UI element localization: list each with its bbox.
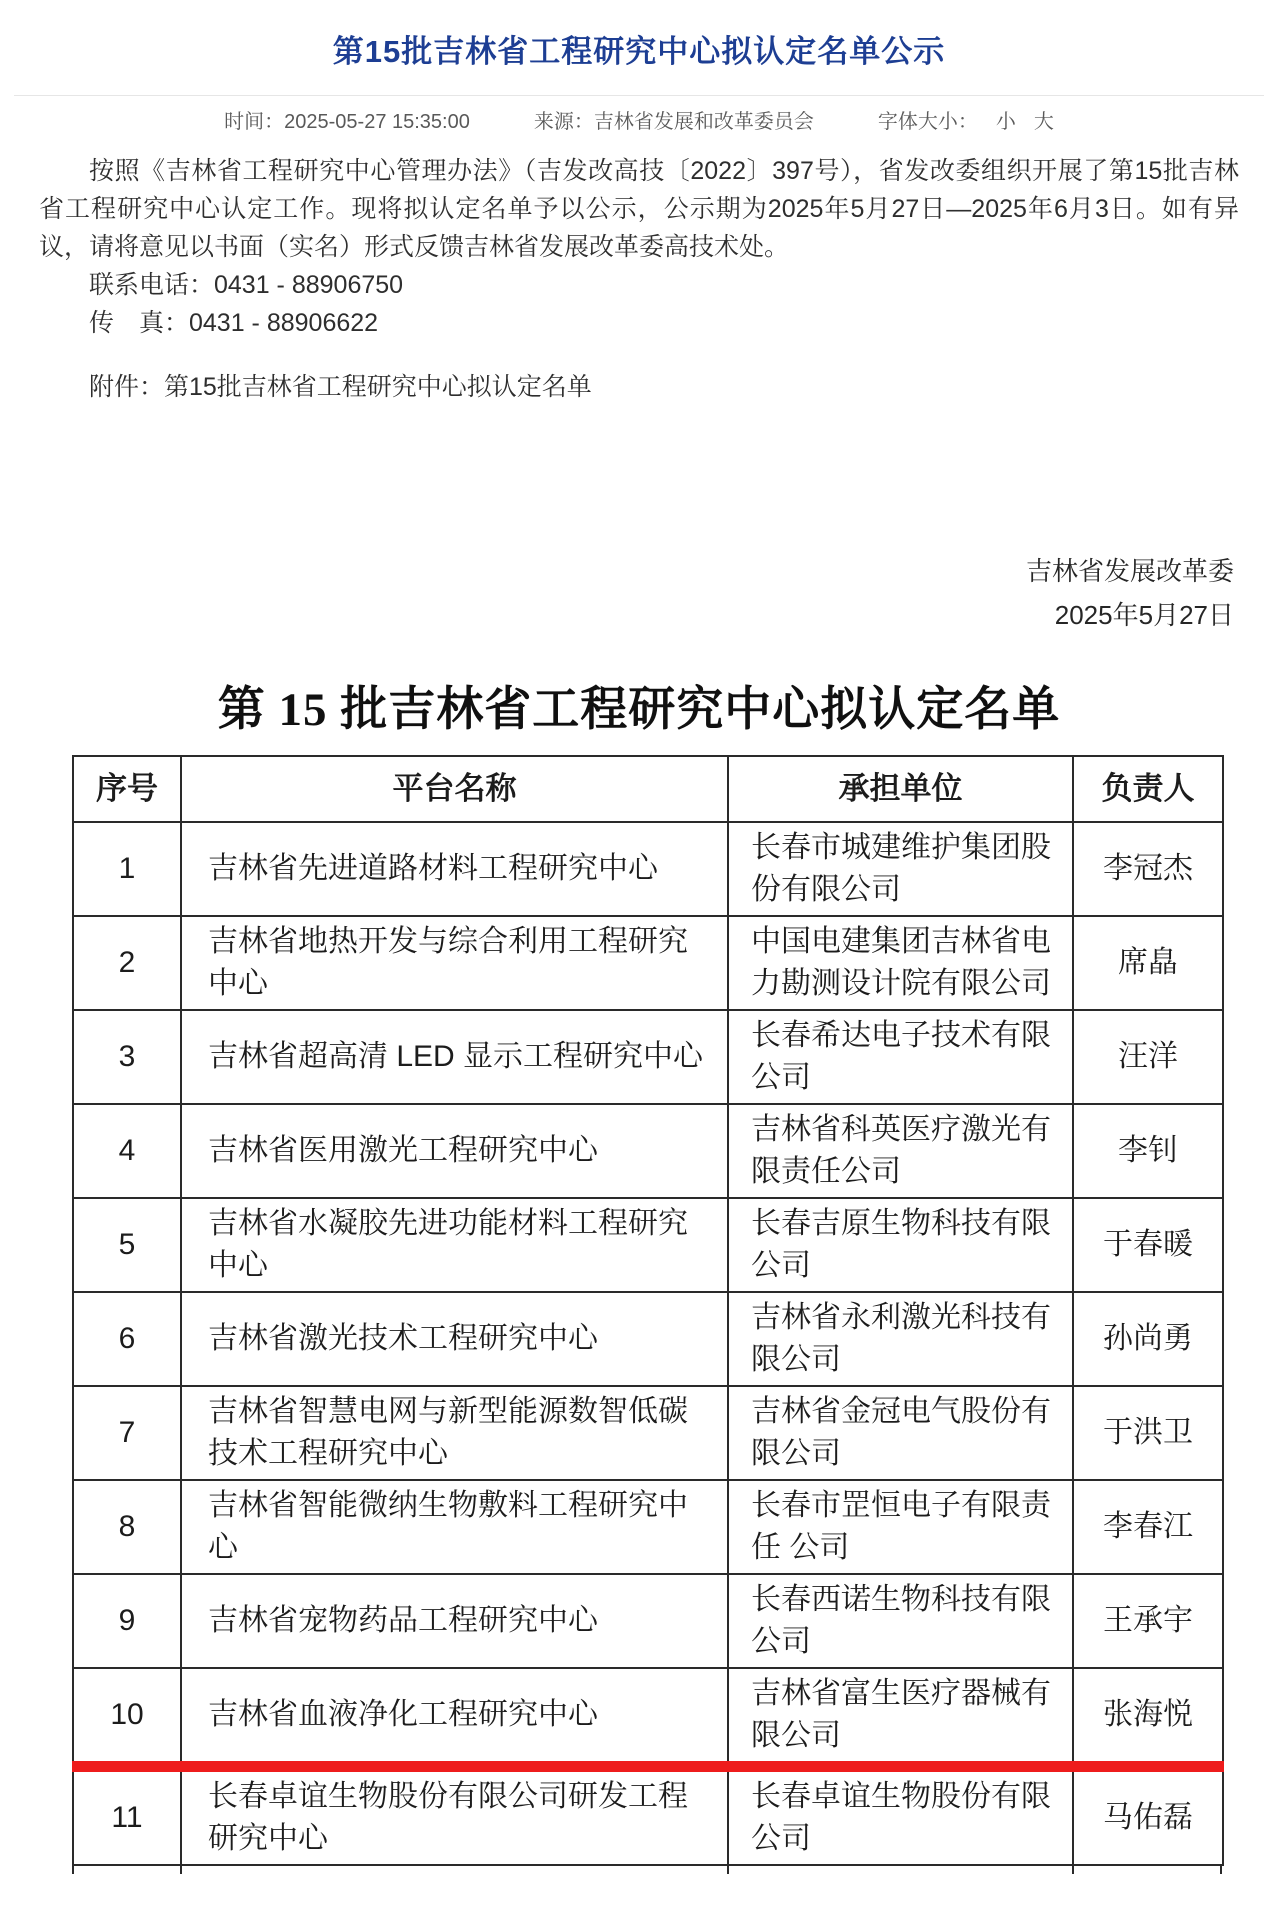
recognition-table — [72, 755, 1224, 1866]
row-leader: 于洪卫 — [1073, 1386, 1223, 1480]
table-row — [73, 916, 1223, 1010]
table-row — [73, 822, 1223, 916]
row-leader: 李钊 — [1073, 1104, 1223, 1198]
row-platform: 吉林省水凝胶先进功能材料工程研究中心 — [181, 1198, 728, 1292]
table-row — [73, 1386, 1223, 1480]
row-leader: 李冠杰 — [1073, 822, 1223, 916]
row-leader: 孙尚勇 — [1073, 1292, 1223, 1386]
attachment-line: 附件：第15批吉林省工程研究中心拟认定名单 — [89, 373, 592, 401]
row-no: 9 — [73, 1574, 181, 1668]
row-unit: 长春市罡恒电子有限责任 公司 — [728, 1480, 1073, 1574]
row-no: 4 — [73, 1104, 181, 1198]
font-size-label: 字体大小： — [877, 111, 978, 133]
fax-line: 传 真：0431 - 88906622 — [89, 309, 379, 337]
row-leader: 于春暖 — [1073, 1198, 1223, 1292]
cutoff-cell-border — [180, 1866, 727, 1874]
table-header-row — [73, 756, 1223, 822]
cutoff-cell-border — [727, 1866, 1072, 1874]
row-leader: 汪洋 — [1073, 1010, 1223, 1104]
row-no: 11 — [73, 1767, 181, 1866]
list-title: 第 15 批吉林省工程研究中心拟认定名单 — [217, 684, 1061, 736]
header-divider — [14, 95, 1264, 96]
table-row — [73, 1292, 1223, 1386]
row-unit: 中国电建集团吉林省电力勘测设计院有限公司 — [728, 916, 1073, 1010]
signature-block — [0, 554, 1278, 632]
row-unit: 吉林省科英医疗激光有限责任公司 — [728, 1104, 1073, 1198]
table-row — [73, 1480, 1223, 1574]
row-leader: 席皛 — [1073, 916, 1223, 1010]
meta-source — [534, 105, 814, 134]
row-platform: 长春卓谊生物股份有限公司研发工程研究中心 — [181, 1767, 728, 1866]
row-platform: 吉林省血液净化工程研究中心 — [181, 1668, 728, 1767]
signature-org: 吉林省发展改革委 — [1025, 556, 1234, 586]
meta-source-label: 来源： — [533, 111, 594, 133]
row-no: 3 — [73, 1010, 181, 1104]
phone-line: 联系电话：0431 - 88906750 — [89, 271, 404, 299]
row-no: 7 — [73, 1386, 181, 1480]
row-platform: 吉林省先进道路材料工程研究中心 — [181, 822, 728, 916]
meta-time-label: 时间： — [224, 111, 285, 133]
row-platform: 吉林省智慧电网与新型能源数智低碳技术工程研究中心 — [181, 1386, 728, 1480]
row-unit: 吉林省永利激光科技有限公司 — [728, 1292, 1073, 1386]
table-row — [73, 1767, 1223, 1866]
row-platform: 吉林省超高清 LED 显示工程研究中心 — [181, 1010, 728, 1104]
row-unit: 长春市城建维护集团股份有限公司 — [728, 822, 1073, 916]
col-header-platform: 平台名称 — [181, 756, 728, 822]
row-leader: 王承宇 — [1073, 1574, 1223, 1668]
row-platform: 吉林省智能微纳生物敷料工程研究中心 — [181, 1480, 728, 1574]
table-row-highlighted — [73, 1668, 1223, 1767]
font-size-large-button[interactable]: 大 — [1033, 111, 1054, 133]
font-size-small-button[interactable]: 小 — [995, 111, 1016, 133]
row-no: 2 — [73, 916, 181, 1010]
table-row — [73, 1198, 1223, 1292]
row-platform: 吉林省宠物药品工程研究中心 — [181, 1574, 728, 1668]
row-leader: 李春江 — [1073, 1480, 1223, 1574]
row-platform: 吉林省地热开发与综合利用工程研究中心 — [181, 916, 728, 1010]
row-no: 1 — [73, 822, 181, 916]
red-underline-overhang — [73, 1756, 74, 1767]
col-header-no: 序号 — [73, 756, 181, 822]
row-unit: 吉林省金冠电气股份有限公司 — [728, 1386, 1073, 1480]
row-unit: 长春吉原生物科技有限公司 — [728, 1198, 1073, 1292]
row-no — [73, 1668, 181, 1767]
meta-source-value: 吉林省发展和改革委员会 — [593, 111, 814, 133]
row-no: 8 — [73, 1480, 181, 1574]
row-unit: 长春西诺生物科技有限公司 — [728, 1574, 1073, 1668]
row-unit: 长春希达电子技术有限公司 — [728, 1010, 1073, 1104]
meta-bar — [0, 105, 1278, 134]
row-no: 6 — [73, 1292, 181, 1386]
cutoff-cell-border — [1072, 1866, 1222, 1874]
row-unit: 长春卓谊生物股份有限公司 — [728, 1767, 1073, 1866]
meta-time-value: 2025-05-27 15:35:00 — [284, 111, 470, 133]
cutoff-cell-border — [72, 1866, 180, 1874]
table-row — [73, 1104, 1223, 1198]
row-unit: 吉林省富生医疗器械有限公司 — [728, 1668, 1073, 1767]
signature-date: 2025年5月27日 — [1054, 600, 1234, 630]
row-no-text: 10 — [110, 1698, 144, 1731]
row-platform: 吉林省激光技术工程研究中心 — [181, 1292, 728, 1386]
row-platform: 吉林省医用激光工程研究中心 — [181, 1104, 728, 1198]
col-header-leader: 负责人 — [1073, 756, 1223, 822]
meta-font-size — [878, 105, 1054, 134]
row-leader: 张海悦 — [1073, 1668, 1223, 1767]
table-row — [73, 1574, 1223, 1668]
row-no: 5 — [73, 1198, 181, 1292]
meta-time — [224, 105, 470, 134]
announcement-paragraph: 按照《吉林省工程研究中心管理办法》（吉发改高技〔2022〕397号），省发改委组织开展了第15批吉林省工程研究中心认定工作。现将拟认定名单予以公示，公示期为2025年5月27日—2025年6月3日。如有异议，请将意见以书面（实名）形式反馈吉林省发展改革委高技术处。 — [39, 157, 1239, 261]
table-cutoff-row — [72, 1866, 1222, 1874]
col-header-unit: 承担单位 — [728, 756, 1073, 822]
page-title: 第15批吉林省工程研究中心拟认定名单公示 — [332, 34, 946, 69]
table-row — [73, 1010, 1223, 1104]
row-leader: 马佑磊 — [1073, 1767, 1223, 1866]
